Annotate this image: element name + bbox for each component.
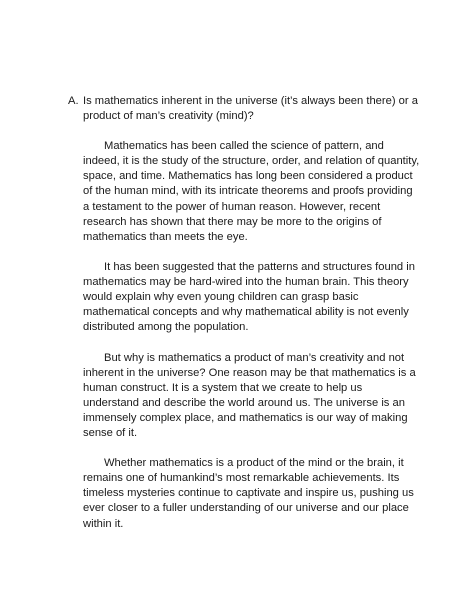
paragraph-2: It has been suggested that the patterns and structures found in mathematics may be hard-wired into the human brain. This theory would explain why even young children can grasp basic mathematical concepts and why mathematical ability is not evenly distributed among the population. bbox=[83, 260, 415, 334]
paragraph-1: Mathematics has been called the science of pattern, and indeed, it is the study of the structure, order, and relation of quantity, space, and time. Mathematics has long been considered a product of the human mind, with its intricate theorems and proofs providing a testament to the power of human reason. However, recent research has shown that there may be more to the origins of mathematics than meets the eye. bbox=[83, 140, 420, 243]
question-item bbox=[68, 94, 420, 124]
question-letter: A. bbox=[68, 95, 79, 107]
paragraph-4: Whether mathematics is a product of the mind or the brain, it remains one of humankind’s most remarkable achievements. Its timeless mysteries continue to captivate and inspire us, pushing us ever closer to a fuller understanding of our universe and our place within it. bbox=[83, 457, 414, 530]
paragraph-3: But why is mathematics a product of man’s creativity and not inherent in the universe? One reason may be that mathematics is a human construct. It is a system that we create to help us understand and describe the world around us. The universe is an immensely complex place, and mathematics is our way of making sense of it. bbox=[83, 351, 416, 439]
document-body bbox=[68, 94, 420, 547]
question-text: Is mathematics inherent in the universe (it’s always been there) or a product of man’s creativity (mind)? bbox=[83, 95, 418, 123]
